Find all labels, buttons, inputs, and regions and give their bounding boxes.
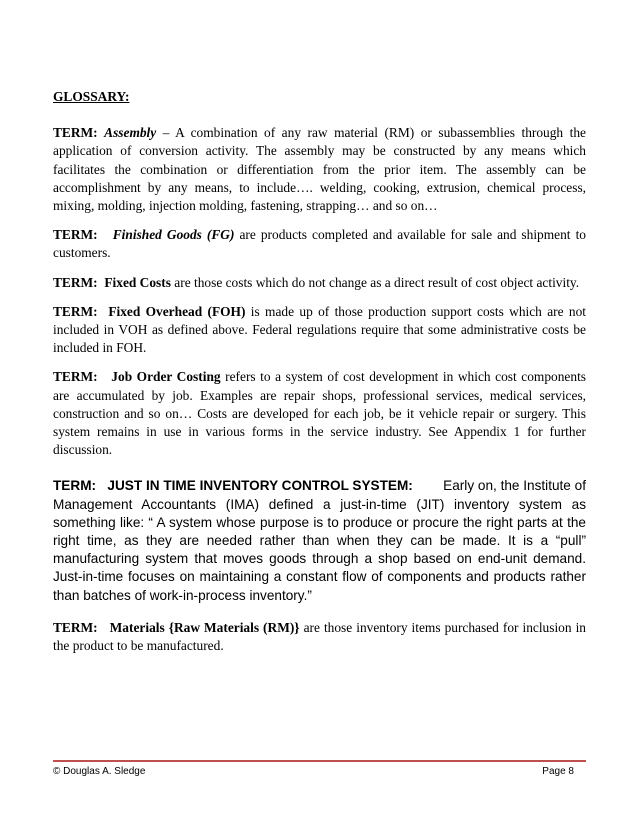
glossary-heading: GLOSSARY: [53, 89, 130, 104]
term-name: JUST IN TIME INVENTORY CONTROL SYSTEM: [107, 478, 413, 494]
term-label: TERM: [53, 274, 98, 290]
term-definition: are products completed and available for sale and shipment to customers. [53, 227, 586, 261]
entry-fixed-costs [53, 274, 586, 292]
entry-fixed-overhead [53, 303, 586, 358]
term-definition: are those inventory items purchased for inclusion in the product to be manufactured. [53, 619, 586, 654]
footer-author: © Douglas A. Sledge [53, 766, 146, 777]
term-label: TERM: [53, 303, 98, 319]
term-separator: – [156, 125, 176, 141]
entry-finished-goods [53, 226, 586, 262]
term-name: Finished Goods (FG) [112, 227, 235, 243]
glossary-section [53, 88, 586, 666]
term-label: TERM: [53, 125, 98, 141]
term-definition: are those costs which do not change as a direct result of cost object activity. [174, 274, 580, 290]
term-name: Job Order Costing [111, 369, 221, 385]
entry-materials [53, 619, 586, 655]
entry-assembly [53, 124, 586, 215]
entry-job-order-costing [53, 368, 586, 459]
term-name: Materials {Raw Materials (RM)} [109, 619, 300, 635]
term-label: TERM: [53, 478, 97, 494]
term-name: Fixed Overhead (FOH) [108, 303, 246, 319]
term-name: Assembly [104, 125, 157, 141]
term-definition: refers to a system of cost development in which cost components are accumulated by job. Examples are repair shops, professional services, medical services, construction and so on… Costs are developed for each job, be it vehicle repair or surgery. This system remains in use in various forms in the service industry. See Appendix 1 for further discussion. [53, 369, 586, 458]
footer-page-number: Page 8 [542, 766, 574, 777]
term-name: Fixed Costs [104, 274, 171, 290]
term-definition: A combination of any raw material (RM) or subassemblies through the application of conversion activity. The assembly may be constructed by any means which facilitates the combination or differentiation from the prior item. The assembly can be accomplishment by any means, to include…. welding, cooking, extrusion, chemical process, mixing, molding, injection molding, fastening, strapping… and so on… [53, 125, 586, 214]
term-label: TERM: [53, 369, 98, 385]
term-definition: is made up of those production support costs which are not included in VOH as defined above. Federal regulations require that some administrative costs be included in FOH. [53, 303, 586, 356]
term-label: TERM: [53, 619, 98, 635]
footer-rule [53, 760, 586, 762]
entry-jit [53, 477, 586, 604]
term-label: TERM: [53, 227, 98, 243]
term-definition: Early on, the Institute of Management Accountants (IMA) defined a just-in-time (JIT) inventory system as something like: “ A system whose purpose is to produce or procure the right parts at the right time, as they are needed rather than when they can be made. It is a “pull” manufacturing system that moves goods through a shop based on end-unit demand. Just-in-time focuses on maintaining a constant flow of components and products rather than batches of work-in-process inventory.” [53, 478, 586, 603]
